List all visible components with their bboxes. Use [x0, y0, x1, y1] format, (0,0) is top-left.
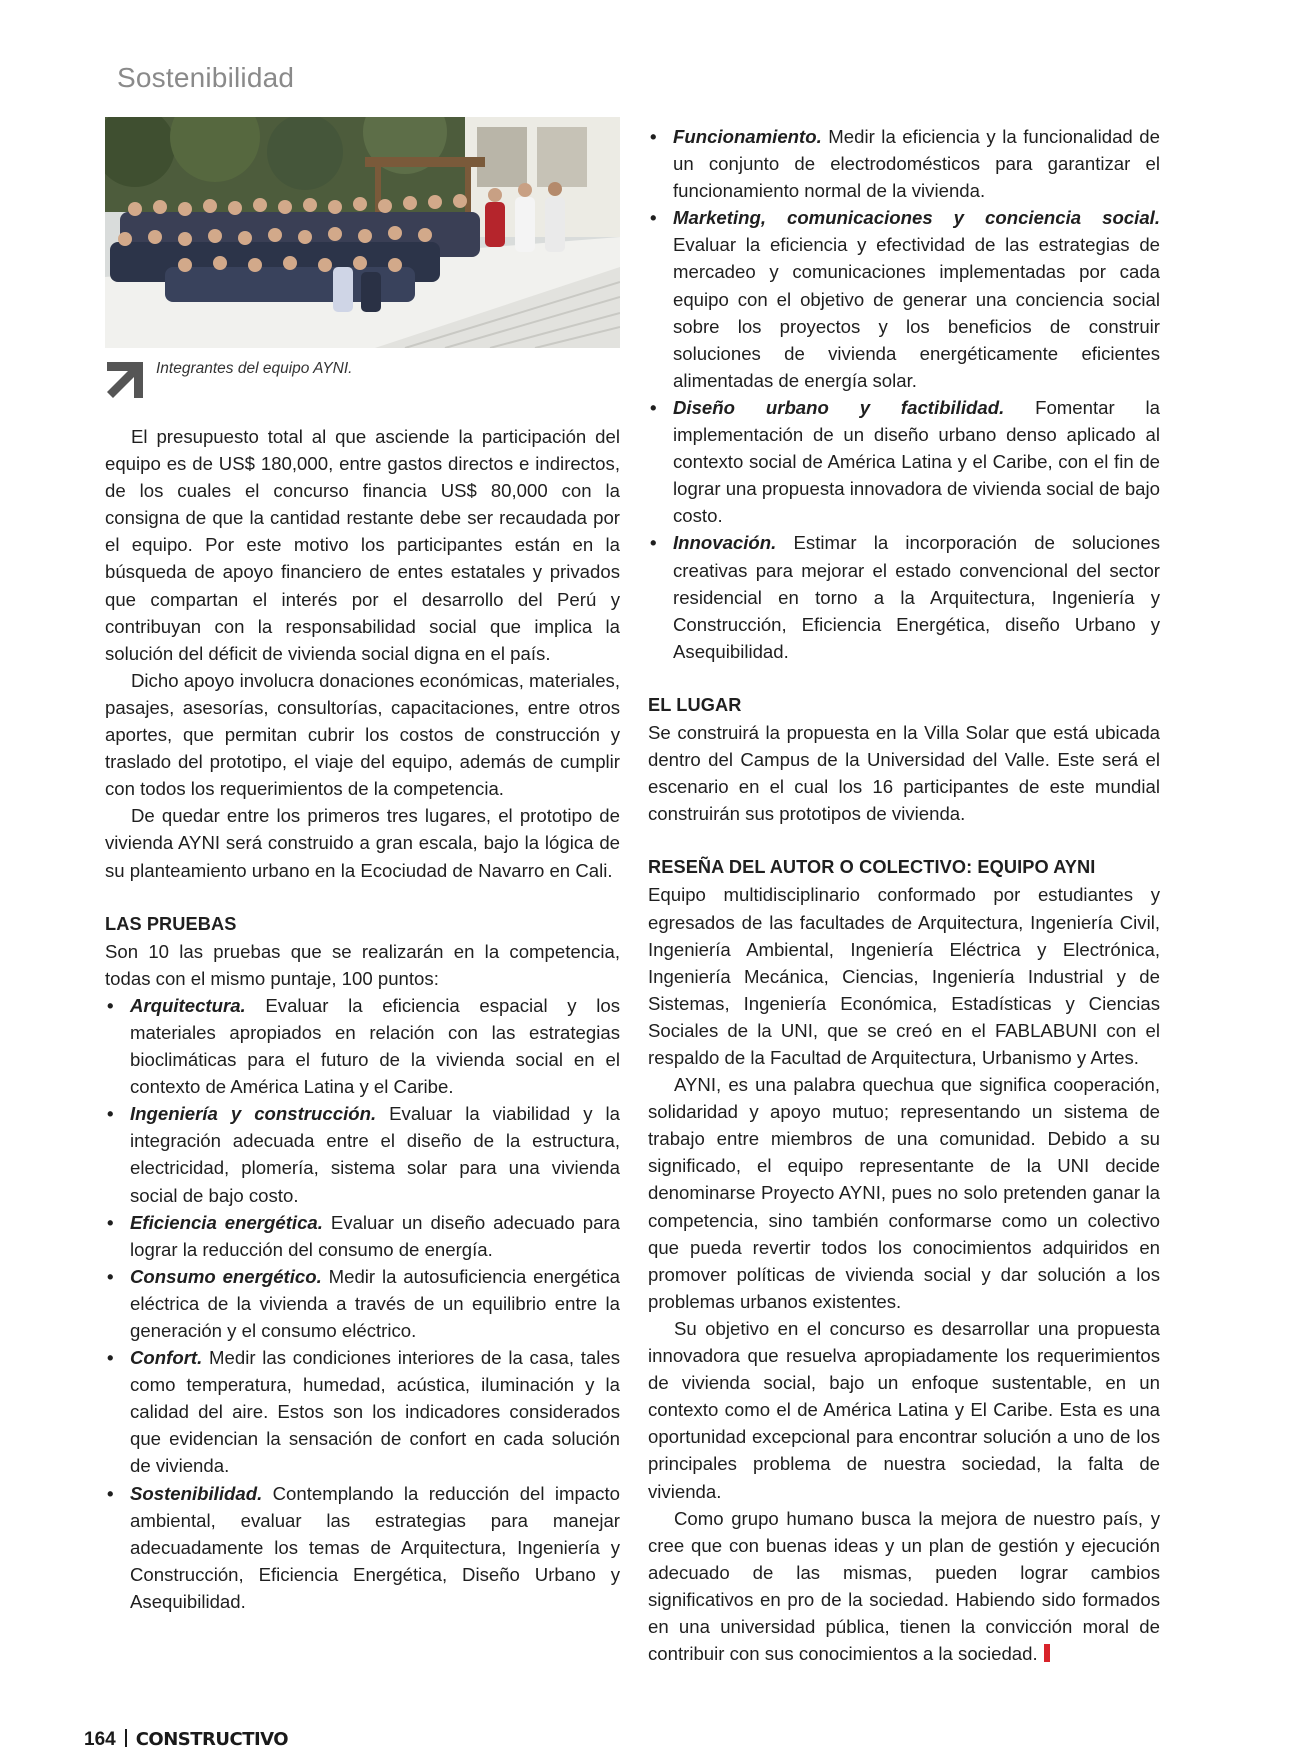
team-photo [105, 117, 620, 348]
list-item: • Marketing, comunicaciones y conciencia social. Evaluar la eficiencia y efectividad de las estrategias de mercadeo y comunicaciones implementadas por cada equipo con el objetivo de generar una conciencia social sobre los proyectos y los beneficios de construir soluciones de vivienda energéticamente eficientes alimentadas de energía solar. [648, 204, 1160, 394]
tests-list-right [648, 123, 1160, 665]
heading-el-lugar: EL LUGAR [648, 694, 742, 715]
list-item: • Sostenibilidad. Contemplando la reducción del impacto ambiental, evaluar las estrategias para manejar adecuadamente los temas de Arquitectura, Ingeniería y Construcción, Eficiencia Energética, Diseño Urbano y Asequibilidad. [105, 1480, 620, 1615]
paragraph-placement: De quedar entre los primeros tres lugares, el prototipo de vivienda AYNI será construido a gran escala, bajo la lógica de su planteamiento urbano en la Ecociudad de Navarro en Cali. [105, 805, 620, 881]
list-item: • Confort. Medir las condiciones interiores de la casa, tales como temperatura, humedad, acústica, iluminación y la calidad del aire. Estos son los indicadores considerados que evidencian la sensación de confort en cada solución de vivienda. [105, 1344, 620, 1479]
paragraph-support: Dicho apoyo involucra donaciones económicas, materiales, pasajes, asesorías, consultorías, capacitaciones, entre otros aportes, que permitan cubrir los costos de construcción y traslado del prototipo, el viaje del equipo, además de cumplir con todos los requerimientos de la competencia. [105, 669, 620, 800]
list-item: • Ingeniería y construcción. Evaluar la viabilidad y la integración adecuada entre el diseño de la estructura, electricidad, plomería, sistema solar para una vivienda social de bajo costo. [105, 1100, 620, 1208]
footer-divider [125, 1729, 127, 1747]
paragraph-closing: Como grupo humano busca la mejora de nuestro país, y cree que con buenas ideas y un plan de gestión y ejecución adecuado de las mismas, pueden lograr cambios significativos en pro de la sociedad. Habiendo sido formados en una universidad pública, tienen la convicción moral de contribuir con sus conocimientos a la sociedad. [648, 1507, 1160, 1665]
paragraph-ayni-meaning: AYNI, es una palabra quechua que significa cooperación, solidaridad y apoyo mutuo; representando un sistema de trabajo entre miembros de una comunidad. Debido a su significado, el equipo representante de la UNI decide denominarse Proyecto AYNI, pues no solo pretenden ganar la competencia, sino también conformarse como un colectivo que pueda revertir todos los conocimientos adquiridos en promover políticas de vivienda social y dar solución a los problemas urbanos existentes. [648, 1074, 1160, 1312]
list-item: • Funcionamiento. Medir la eficiencia y la funcionalidad de un conjunto de electrodomésticos para garantizar el funcionamiento normal de la vivienda. [648, 123, 1160, 204]
paragraph-pruebas-intro: Son 10 las pruebas que se realizarán en la competencia, todas con el mismo puntaje, 100 puntos: [105, 940, 620, 989]
page-number: 164 [84, 1729, 116, 1750]
section-title: Sostenibilidad [117, 62, 295, 93]
right-column [648, 123, 1160, 1667]
end-mark-icon [1044, 1644, 1050, 1662]
magazine-name: CONSTRUCTIVO [135, 1729, 289, 1750]
team-photo-illustration [105, 117, 620, 348]
list-item: • Arquitectura. Evaluar la eficiencia espacial y los materiales apropiados en relación con las estrategias bioclimáticas para el futuro de la vivienda social en el contexto de América Latina y el Caribe. [105, 992, 620, 1100]
paragraph-objective: Su objetivo en el concurso es desarrollar una propuesta innovadora que resuelva apropiadamente los requerimientos de vivienda social, bajo un enfoque sustentable, en un contexto como el de América Latina y El Caribe. Esta es una oportunidad excepcional para encontrar solución a uno de los principales problema de nuestra sociedad, la falta de vivienda. [648, 1317, 1160, 1502]
list-item: • Consumo energético. Medir la autosuficiencia energética eléctrica de la vivienda a través de un equilibrio entre la generación y el consumo eléctrico. [105, 1263, 620, 1344]
tests-list-left [105, 992, 620, 1615]
heading-las-pruebas: LAS PRUEBAS [105, 913, 237, 934]
left-column [105, 423, 620, 1615]
list-item: • Diseño urbano y factibilidad. Fomentar la implementación de un diseño urbano denso aplicado al contexto social de América Latina y el Caribe, con el fin de lograr una propuesta innovadora de vivienda social de bajo costo. [648, 394, 1160, 529]
list-item: • Innovación. Estimar la incorporación de soluciones creativas para mejorar el estado convencional del sector residencial en torno a la Arquitectura, Ingeniería y Construcción, Eficiencia Energética, diseño Urbano y Asequibilidad. [648, 529, 1160, 664]
list-item: • Eficiencia energética. Evaluar un diseño adecuado para lograr la reducción del consumo de energía. [105, 1209, 620, 1263]
paragraph-lugar: Se construirá la propuesta en la Villa Solar que está ubicada dentro del Campus de la Universidad del Valle. Este será el escenario en el cual los 16 participantes de este mundial construirán sus prototipos de vivienda. [648, 721, 1160, 825]
heading-resena: RESEÑA DEL AUTOR O COLECTIVO: EQUIPO AYNI [648, 857, 1096, 878]
paragraph-team: Equipo multidisciplinario conformado por estudiantes y egresados de las facultades de Arquitectura, Ingeniería Civil, Ingeniería Ambiental, Ingeniería Eléctrica y Electrónica, Ingeniería Mecánica, Ciencias, Ingeniería Industrial y de Sistemas, Ingeniería Económica, Estadísticas y Ciencias Sociales de la UNI, que se creó en el FABLABUNI con el respaldo de la Facultad de Arquitectura, Urbanismo y Artes. [648, 884, 1160, 1068]
page-footer [84, 1729, 288, 1751]
photo-caption: Integrantes del equipo AYNI. [156, 360, 353, 377]
caption-arrow-icon [103, 360, 145, 402]
paragraph-budget: El presupuesto total al que asciende la participación del equipo es de US$ 180,000, entre gastos directos e indirectos, de los cuales el concurso financia US$ 80,000 con la consigna de que la cantidad restante debe ser recaudada por el equipo. Por este motivo los participantes están en la búsqueda de apoyo financiero de entes estatales y privados que compartan el interés por el desarrollo del Perú y contribuyan con la responsabilidad social que implica la solución del déficit de vivienda social digna en el país. [105, 426, 620, 664]
